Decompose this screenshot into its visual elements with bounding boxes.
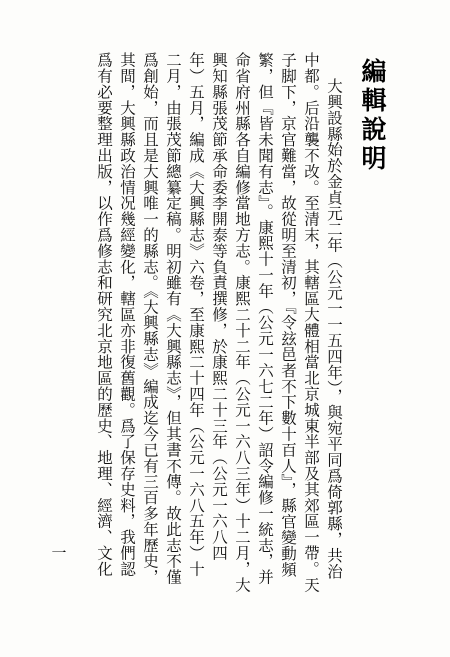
text-column-6: 興知縣張茂節承命委李開泰等負責撰修，於康熙二十三年（公元一六八四: [210, 52, 228, 561]
text-column-7: 年）五月，編成《大興縣志》六卷，至康熙二十四年（公元一六八五年）十: [187, 52, 205, 577]
text-column-11: 爲有必要整理出版，以作爲修志和研究北京地區的歷史、地理、經濟、文化: [95, 52, 113, 577]
text-column-4: 繁，但『皆未聞有志』。康熙十一年（公元一六七二年）詔令編修一統志，并: [256, 52, 274, 585]
section-title: 編輯說明: [358, 58, 387, 174]
text-column-2: 中都。后沿襲不改。至清末，其轄區大體相當北京城東半部及其郊區一帶。天: [302, 52, 320, 593]
text-column-9: 爲創始，而且是大興唯一的縣志。《大興縣志》編成迄今已有三百多年歷史，: [141, 52, 159, 585]
text-column-5: 命省府州縣各自編修當地方志。康熙二十二年（公元一六八三年）十二月，大: [233, 52, 251, 593]
text-column-3: 子脚下，京官難當，故從明至清初，『令玆邑者不下數十百人』，縣官變動頻: [279, 52, 297, 578]
page-number: 一: [51, 544, 67, 562]
text-column-1: 大興設縣始於金貞元二年（公元一一五四年），與宛平同爲倚郭縣，共治: [325, 78, 343, 580]
text-column-8: 二月，由張茂節總纂定稿。明初雖有《大興縣志》，但其書不傳。故此志不僅: [164, 52, 182, 585]
text-column-10: 其間，大興縣政治情况幾經變化，轄區亦非復舊觀。爲了保存史料，我們認: [118, 52, 136, 577]
